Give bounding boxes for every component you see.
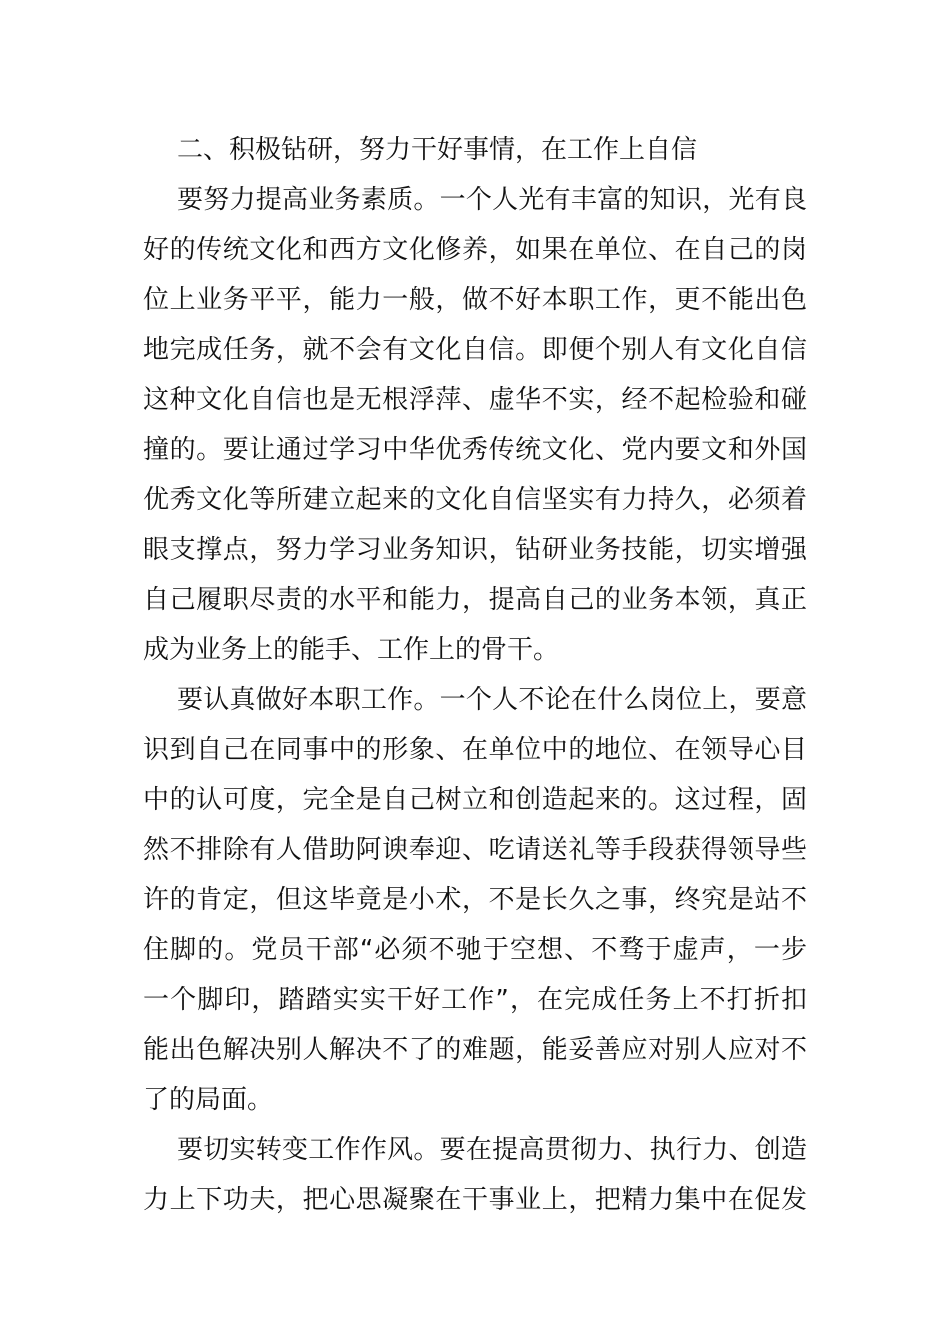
- paragraph-line: 识到自己在同事中的形象、在单位中的地位、在领导心目: [143, 735, 807, 765]
- paragraph-line: 位上业务平平，能力一般，做不好本职工作，更不能出色: [143, 285, 807, 315]
- paragraph-line: 这种文化自信也是无根浮萍、虚华不实，经不起检验和碰: [143, 385, 807, 415]
- paragraph-line: 了的局面。: [143, 1085, 274, 1115]
- paragraph-line: 然不排除有人借助阿谀奉迎、吃请送礼等手段获得领导些: [143, 835, 807, 865]
- paragraph-line: 要努力提高业务素质。一个人光有丰富的知识，光有良: [177, 185, 807, 215]
- paragraph-line: 中的认可度，完全是自己树立和创造起来的。这过程，固: [143, 785, 807, 815]
- paragraph-line: 住脚的。党员干部“必须不驰于空想、不骛于虚声，一步: [143, 935, 807, 965]
- paragraph-line: 许的肯定，但这毕竟是小术，不是长久之事，终究是站不: [143, 885, 807, 915]
- paragraph-line: 一个脚印，踏踏实实干好工作”，在完成任务上不打折扣: [143, 985, 807, 1015]
- paragraph-business-quality: [143, 175, 807, 675]
- paragraph-line: 自己履职尽责的水平和能力，提高自己的业务本领，真正: [143, 585, 807, 615]
- paragraph-line: 地完成任务，就不会有文化自信。即便个别人有文化自信: [143, 335, 807, 365]
- paragraph-line: 好的传统文化和西方文化修养，如果在单位、在自己的岗: [143, 235, 807, 265]
- paragraph-line: 要切实转变工作作风。要在提高贯彻力、执行力、创造: [177, 1135, 807, 1165]
- heading-line: 二、积极钻研，努力干好事情，在工作上自信: [177, 135, 698, 165]
- paragraph-line: 眼支撑点，努力学习业务知识，钻研业务技能，切实增强: [143, 535, 807, 565]
- paragraph-line: 撞的。要让通过学习中华优秀传统文化、党内要文和外国: [143, 435, 807, 465]
- paragraph-line: 优秀文化等所建立起来的文化自信坚实有力持久，必须着: [143, 485, 807, 515]
- paragraph-do-job-well: [143, 675, 807, 1125]
- document-body: [143, 125, 807, 1225]
- paragraph-line: 要认真做好本职工作。一个人不论在什么岗位上，要意: [177, 685, 807, 715]
- paragraph-work-style: [143, 1125, 807, 1225]
- paragraph-line: 能出色解决别人解决不了的难题，能妥善应对别人应对不: [143, 1035, 807, 1065]
- paragraph-line: 力上下功夫，把心思凝聚在干事业上，把精力集中在促发: [143, 1185, 807, 1215]
- paragraph-line: 成为业务上的能手、工作上的骨干。: [143, 635, 560, 665]
- section-heading: [143, 125, 807, 175]
